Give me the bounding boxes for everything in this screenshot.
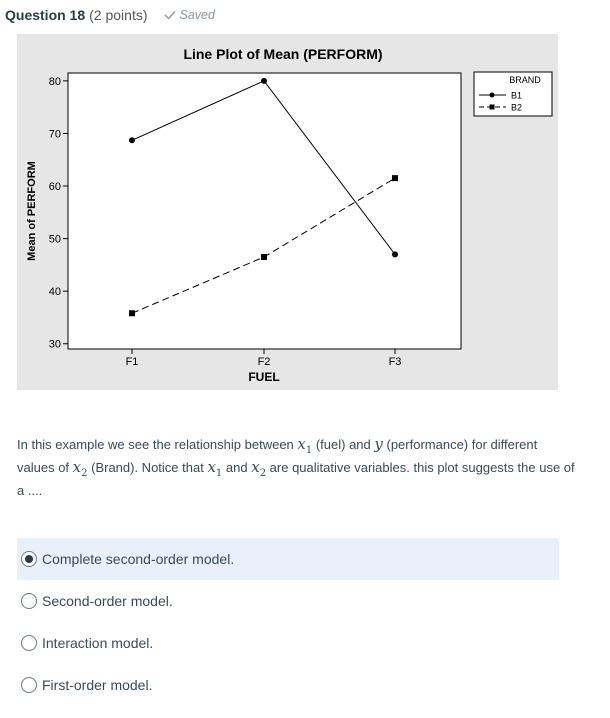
answer-options — [17, 538, 559, 706]
answer-option-label: Interaction model. — [42, 635, 154, 651]
answer-option[interactable] — [17, 664, 559, 706]
answer-option[interactable] — [17, 622, 559, 664]
x-axis-label: FUEL — [248, 370, 280, 384]
radio-button[interactable] — [21, 635, 37, 651]
legend-marker-b2 — [490, 105, 495, 110]
answer-option[interactable] — [17, 580, 559, 622]
prompt-text-5: and — [222, 460, 252, 475]
prompt-text-2: (fuel) and — [312, 437, 375, 452]
data-point-b1 — [129, 137, 135, 143]
data-point-b1 — [392, 251, 398, 257]
saved-label: Saved — [179, 8, 215, 22]
line-plot-chart — [17, 34, 558, 390]
radio-button[interactable] — [21, 677, 37, 693]
data-point-b1 — [261, 78, 267, 84]
y-axis-label: Mean of PERFORM — [26, 161, 38, 261]
data-point-b2 — [129, 310, 135, 316]
y-tick-label: 60 — [48, 181, 61, 194]
legend-title: BRAND — [509, 75, 541, 85]
chart-title: Line Plot of Mean (PERFORM) — [183, 46, 383, 62]
legend-marker-b1 — [490, 93, 495, 98]
plot-area — [68, 73, 461, 349]
var-x1: $x_1$ — [207, 458, 223, 479]
prompt-text-3: (performance) for different values of — [17, 437, 538, 475]
checkmark-icon — [164, 10, 176, 20]
var-x2: $x_2$ — [251, 458, 267, 479]
y-tick-label: 80 — [48, 75, 61, 88]
question-prompt — [17, 436, 577, 499]
line-plot-figure — [17, 34, 558, 390]
question-title: Question 18 — [5, 7, 86, 23]
answer-option[interactable] — [17, 538, 559, 580]
data-point-b2 — [261, 254, 267, 260]
prompt-text-6: are qualitative variables. this plot suggests the use of a .... — [17, 460, 575, 498]
var-y: y — [374, 435, 383, 453]
legend-label-b1: B1 — [511, 90, 523, 101]
var-x2: $x_2$ — [72, 458, 88, 479]
var-x1: $x_1$ — [297, 435, 313, 456]
prompt-text-4: (Brand). Notice that — [87, 460, 208, 475]
x-tick-label: F2 — [257, 356, 271, 368]
legend-label-b2: B2 — [511, 102, 523, 113]
radio-button[interactable] — [21, 551, 37, 567]
prompt-text-1: In this example we see the relationship between — [17, 437, 298, 452]
radio-button[interactable] — [21, 593, 37, 609]
data-point-b2 — [392, 175, 398, 181]
answer-option-label: First-order model. — [42, 677, 153, 693]
x-tick-label: F3 — [388, 356, 402, 368]
answer-option-label: Second-order model. — [42, 593, 173, 609]
y-tick-label: 50 — [48, 233, 61, 246]
x-tick-label: F1 — [125, 356, 139, 368]
y-tick-label: 30 — [48, 338, 61, 351]
y-tick-label: 40 — [48, 286, 61, 299]
question-points: (2 points) — [89, 7, 148, 23]
question-header — [5, 5, 215, 25]
y-tick-label: 70 — [48, 128, 61, 141]
saved-status — [164, 8, 215, 22]
answer-option-label: Complete second-order model. — [42, 551, 235, 567]
